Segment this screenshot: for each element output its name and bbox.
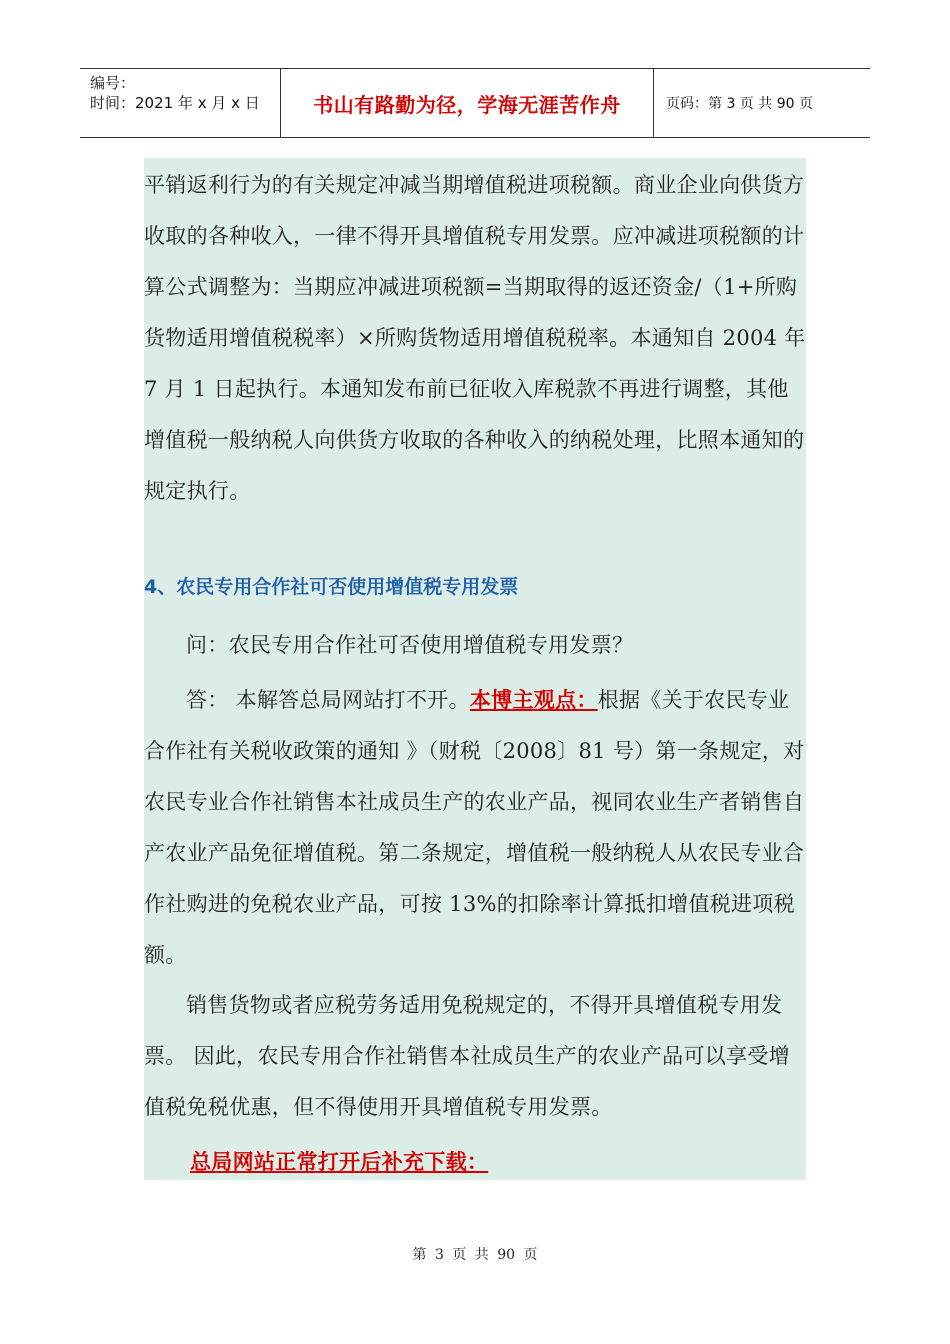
number-label: 编号： — [90, 74, 136, 92]
time-label: 时间：2021 年 x 月 x 日 — [90, 94, 260, 112]
section-heading: 4、农民专用合作社可否使用增值税专用发票 — [144, 576, 519, 598]
supplement-note: 总局网站正常打开后补充下载： — [190, 1149, 489, 1174]
header-motto: 书山有路勤为径，学海无涯苦作舟 — [313, 92, 621, 117]
header-page-info — [654, 69, 870, 137]
header-motto-cell — [280, 69, 654, 137]
page-header — [80, 68, 870, 138]
answer-paragraph — [144, 674, 806, 981]
header-meta — [80, 69, 280, 137]
content-block — [144, 158, 806, 1180]
page-footer: 第 3 页 共 90 页 — [412, 1247, 538, 1263]
page-info-text: 页码：第 3 页 共 90 页 — [666, 96, 813, 112]
question-paragraph: 问：农民专用合作社可否使用增值税专用发票？ — [186, 633, 634, 657]
blogger-view-label: 本博主观点： — [469, 687, 598, 712]
conclusion-paragraph: 销售货物或者应税劳务适用免税规定的，不得开具增值税专用发票。 因此，农民专用合作社销售本社成员生产的农业产品可以享受增值税免税优惠，但不得使用开具增值税专用发票。 — [144, 993, 790, 1119]
paragraph-rebate: 平销返利行为的有关规定冲减当期增值税进项税额。商业企业向供货方收取的各种收入，一律不得开具增值税专用发票。应冲减进项税额的计算公式调整为：当期应冲减进项税额=当期取得的返还资金/（1+所购货物适用增值税税率）×所购货物适用增值税税率。本通知自 2004 年 7 月 1 日起执行。本通知发布前已征收入库税款不再进行调整，其他增值税一般纳税人向供货方收取的各种收入的纳税处理，比照本通知的规定执行。 — [144, 173, 806, 503]
answer-rest: 根据《关于农民专业合作社有关税收政策的通知 》（财税〔2008〕81 号）第一条规定，对农民专业合作社销售本社成员生产的农业产品，视同农业生产者销售自产农业产品免征增值税。第二条规定，增值税一般纳税人从农民专业合作社购进的免税农业产品，可按 13%的扣除率计算抵扣增值税进项税额。 — [144, 688, 805, 967]
answer-prefix: 答： 本解答总局网站打不开。 — [186, 688, 470, 712]
